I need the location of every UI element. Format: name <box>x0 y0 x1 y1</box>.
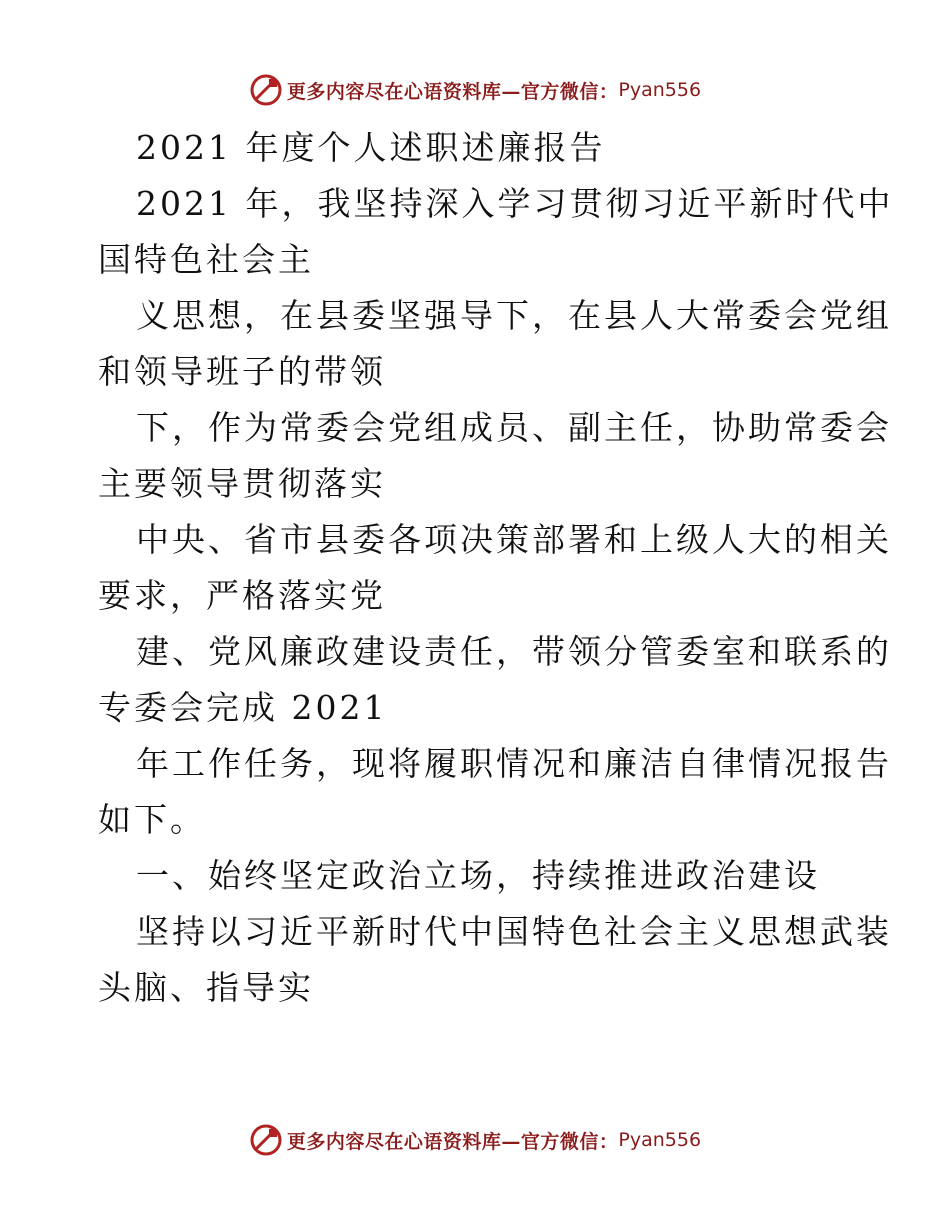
text-line: 和领导班子的带领 <box>98 352 386 391</box>
text-line: 义思想，在县委坚强导下，在县人大常委会党组 <box>136 296 892 335</box>
header-watermark-banner <box>0 70 950 110</box>
section-heading: 一、始终坚定政治立场，持续推进政治建设 <box>136 856 820 895</box>
text-line: 坚持以习近平新时代中国特色社会主义思想武装 <box>136 912 892 951</box>
text-line: 如下。 <box>98 800 206 839</box>
footer-watermark-banner <box>0 1120 950 1160</box>
text-line: 中央、省市县委各项决策部署和上级人大的相关 <box>136 520 892 559</box>
banner-wechat-id: Pyan556 <box>618 1129 702 1151</box>
quill-logo-icon <box>249 73 283 107</box>
text-line: 建、党风廉政建设责任，带领分管委室和联系的 <box>136 632 892 671</box>
banner-text: 更多内容尽在心语资料库—官方微信： <box>286 1130 619 1153</box>
text-line: 头脑、指导实 <box>98 968 314 1007</box>
banner-wechat-id: Pyan556 <box>618 79 702 101</box>
text-line: 国特色社会主 <box>98 240 314 279</box>
banner-text: 更多内容尽在心语资料库—官方微信： <box>286 80 619 103</box>
text-line: 要求，严格落实党 <box>98 576 386 615</box>
text-line: 下，作为常委会党组成员、副主任，协助常委会 <box>136 408 892 447</box>
document-body <box>98 120 894 1016</box>
document-title: 2021 年度个人述职述廉报告 <box>136 128 606 167</box>
text-line: 主要领导贯彻落实 <box>98 464 386 503</box>
text-line: 专委会完成 2021 <box>98 688 388 727</box>
quill-logo-icon <box>249 1123 283 1157</box>
text-line: 2021 年，我坚持深入学习贯彻习近平新时代中 <box>136 184 894 223</box>
text-line: 年工作任务，现将履职情况和廉洁自律情况报告 <box>136 744 892 783</box>
